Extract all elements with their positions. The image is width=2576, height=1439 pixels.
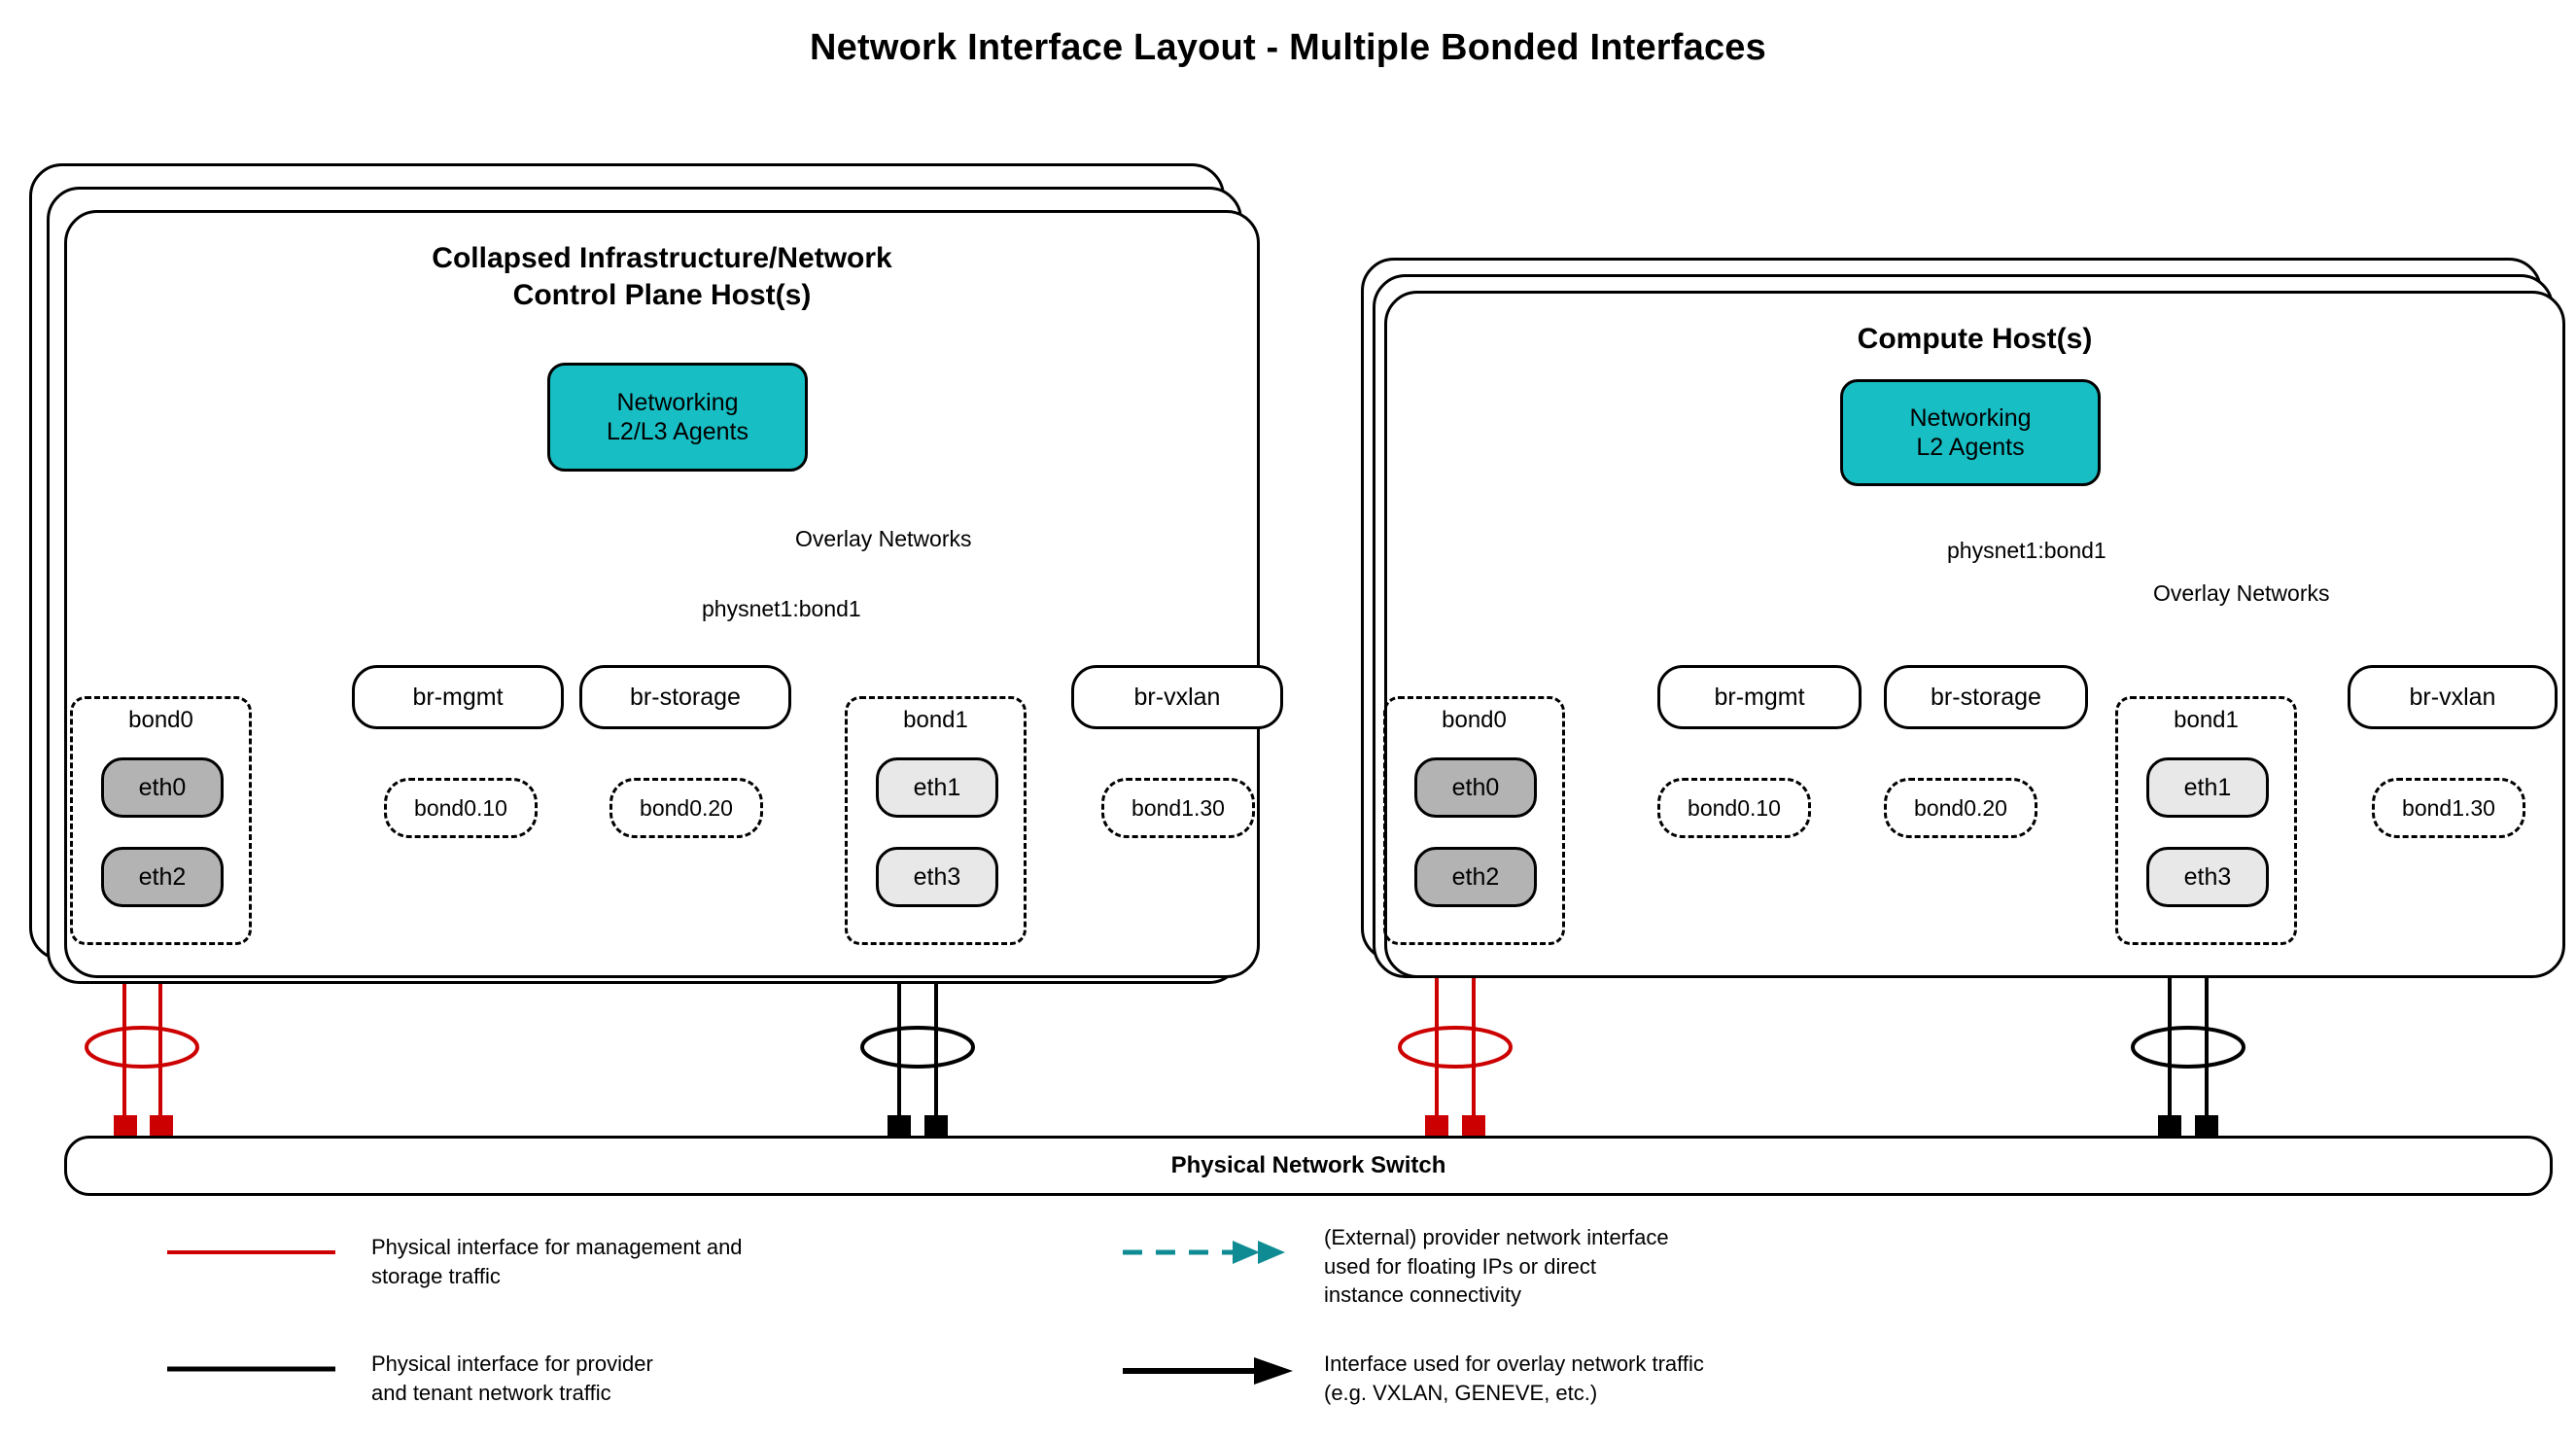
control-vlan-bond0-20[interactable] (609, 778, 763, 838)
control-bridge-br-mgmt[interactable] (352, 665, 564, 729)
compute-host-title: Compute Host(s) (1857, 323, 2093, 355)
control-provider-label: physnet1:bond1 (702, 596, 861, 621)
control-bridge-br-mgmt-label: br-mgmt (412, 683, 504, 711)
compute-overlay-label: Overlay Networks (2153, 580, 2330, 606)
legend-swatch-overlay (1123, 1357, 1293, 1385)
control-networking-agent[interactable] (547, 363, 808, 472)
compute-networking-agent-label: Networking L2 Agents (1909, 404, 2032, 461)
compute-bond1-label: bond1 (2174, 707, 2239, 733)
control-networking-agent-label: Networking L2/L3 Agents (607, 388, 748, 445)
compute-vlan-bond1-30-label: bond1.30 (2402, 794, 2495, 821)
control-bridge-br-storage-label: br-storage (630, 683, 741, 711)
compute-nic-eth3[interactable] (2146, 847, 2269, 907)
control-bond0-box (70, 696, 252, 945)
compute-bridge-br-mgmt[interactable] (1657, 665, 1862, 729)
legend-item-mgmt-storage-text: Physical interface for management and storage traffic (371, 1235, 743, 1288)
compute-bond1-box (2115, 696, 2297, 945)
control-bond1-box (845, 696, 1027, 945)
legend-item-external-provider-text: (External) provider network interface used for floating IPs or direct instance connectivity (1324, 1225, 1669, 1308)
control-nic-eth1[interactable] (876, 757, 998, 818)
compute-nic-eth2-label: eth2 (1451, 862, 1500, 891)
control-nic-eth0-label: eth0 (138, 773, 187, 801)
control-bond1-label: bond1 (903, 707, 968, 733)
compute-vlan-bond0-10[interactable] (1657, 778, 1811, 838)
control-bridge-br-storage[interactable] (579, 665, 791, 729)
control-host-title: Collapsed Infrastructure/Network Control Plane Host(s) (432, 242, 892, 311)
compute-vlan-bond0-20[interactable] (1884, 778, 2037, 838)
control-overlay-label: Overlay Networks (795, 526, 972, 551)
compute-nic-eth3-label: eth3 (2183, 862, 2232, 891)
compute-nic-eth0[interactable] (1414, 757, 1537, 818)
compute-vlan-bond0-20-label: bond0.20 (1914, 794, 2007, 821)
control-vlan-bond0-20-label: bond0.20 (640, 794, 733, 821)
control-bridge-br-vxlan-label: br-vxlan (1133, 683, 1221, 711)
control-nic-eth2-label: eth2 (138, 862, 187, 891)
page-title: Network Interface Layout - Multiple Bonded Interfaces (810, 27, 1766, 68)
compute-nic-eth0-label: eth0 (1451, 773, 1500, 801)
compute-bridge-br-vxlan-label: br-vxlan (2409, 683, 2496, 711)
compute-bond0-box (1383, 696, 1565, 945)
compute-nic-eth2[interactable] (1414, 847, 1537, 907)
compute-bridge-br-vxlan[interactable] (2348, 665, 2558, 729)
compute-nic-eth1[interactable] (2146, 757, 2269, 818)
control-vlan-bond1-30[interactable] (1101, 778, 1255, 838)
control-nic-eth3-label: eth3 (913, 862, 961, 891)
compute-bridge-br-storage[interactable] (1884, 665, 2088, 729)
control-nic-eth1-label: eth1 (913, 773, 961, 801)
control-nic-eth0[interactable] (101, 757, 224, 818)
compute-vlan-bond1-30[interactable] (2372, 778, 2525, 838)
legend-item-overlay-text: Interface used for overlay network traffic (e.g. VXLAN, GENEVE, etc.) (1324, 1351, 1704, 1405)
compute-networking-agent[interactable] (1840, 379, 2101, 486)
compute-bridge-br-mgmt-label: br-mgmt (1714, 683, 1805, 711)
physical-network-switch-label: Physical Network Switch (1170, 1152, 1446, 1178)
control-nic-eth2[interactable] (101, 847, 224, 907)
compute-vlan-bond0-10-label: bond0.10 (1688, 794, 1781, 821)
control-nic-eth3[interactable] (876, 847, 998, 907)
control-vlan-bond0-10-label: bond0.10 (414, 794, 507, 821)
legend-swatch-external-provider (1123, 1241, 1285, 1264)
compute-bond0-label: bond0 (1442, 707, 1507, 733)
compute-bridge-br-storage-label: br-storage (1931, 683, 2041, 711)
control-vlan-bond1-30-label: bond1.30 (1131, 794, 1225, 821)
control-vlan-bond0-10[interactable] (384, 778, 538, 838)
control-bond0-label: bond0 (128, 707, 193, 733)
control-bridge-br-vxlan[interactable] (1071, 665, 1283, 729)
compute-nic-eth1-label: eth1 (2183, 773, 2232, 801)
compute-provider-label: physnet1:bond1 (1947, 538, 2106, 563)
legend-item-provider-tenant-text: Physical interface for provider and tenant network traffic (371, 1351, 653, 1405)
physical-network-switch[interactable] (64, 1136, 2553, 1196)
